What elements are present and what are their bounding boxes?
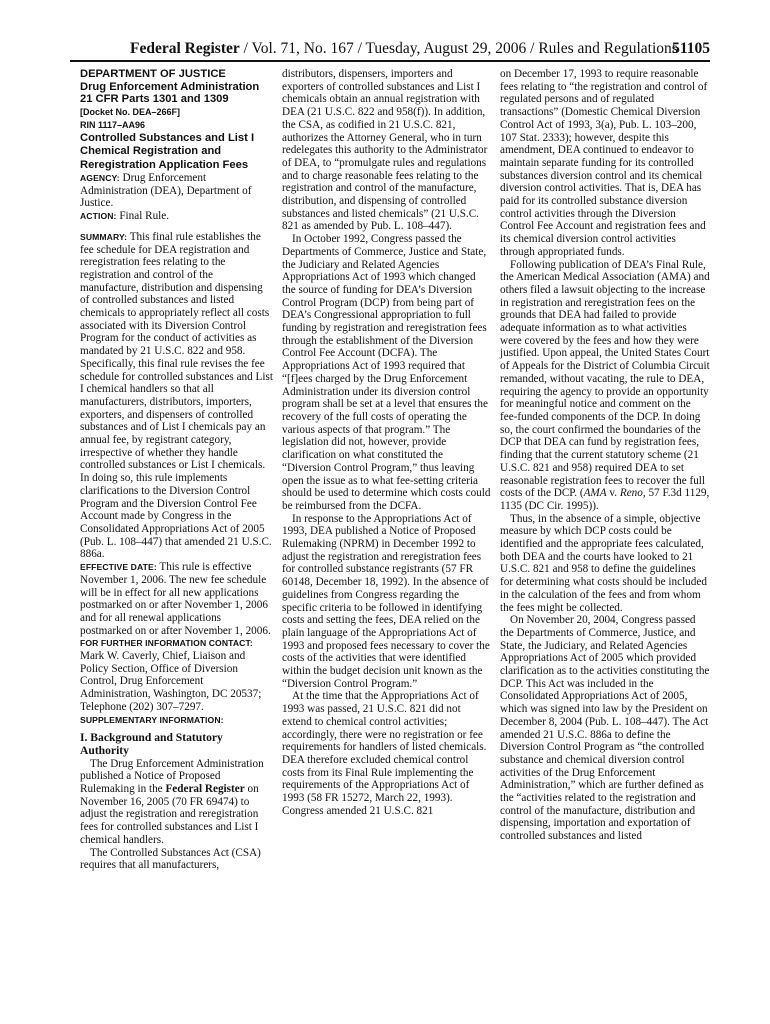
agency-label: AGENCY: [80, 173, 120, 184]
paragraph-text: 57 F.3d 1129, 1135 (DC Cir. 1995)). [500, 487, 710, 512]
effective-date-label: EFFECTIVE DATE: [80, 562, 157, 573]
action-label: ACTION: [80, 211, 117, 222]
paragraph: Thus, in the absence of a simple, objective measure by which DCP costs could be identified and the appropriate fees calculated, both DEA and the courts have looked to 21 U.S.C. 821 and 958 to define the guidelines for determining what costs should be included in the calculation of the fees and from whom the fees might be collected. [500, 512, 707, 614]
docket-number: [Docket No. DEA–266F] [80, 107, 181, 118]
cfr-parts: 21 CFR Parts 1301 and 1309 [80, 93, 229, 106]
running-header [70, 38, 710, 60]
summary-block [80, 231, 274, 561]
summary-label: SUMMARY: [80, 231, 128, 242]
issue-info: / Vol. 71, No. 167 / Tuesday, August 29, 2006 / Rules and Regulations [239, 40, 678, 57]
header-citation [130, 40, 678, 58]
rule-title: Controlled Substances and List I Chemical Registration and Reregistration Application Fees [80, 131, 255, 171]
paragraph: In response to the Appropriations Act of 1993, DEA published a Notice of Proposed Rulemaking (NPRM) in December 1992 to adjust the registration and reregistration fees for controlled substance registrants (57 FR 60148, December 18, 1992). In the absence of guidelines from Congress regarding the specific criteria to be followed in identifying costs and setting the fees, DEA relied on the plain language of the Appropriations Act of 1993 and proposed fees necessary to cover the costs of the activities that were identified within the budget decision unit known as the “Diversion Control Program.” [282, 512, 490, 690]
paragraph: The Controlled Substances Act (CSA) requires that all manufacturers, [80, 846, 261, 872]
column-2 [282, 68, 491, 817]
case-name: Reno, [619, 487, 646, 500]
action-text: Final Rule. [116, 210, 170, 223]
effective-date-block [80, 561, 274, 637]
summary-text: This final rule establishes the fee schedule for DEA registration and reregistration fees relating to the registration and control of the manufacture, distribution and dispensing of controlled substances and listed chemicals to appropriately reflect all costs associated with its Diversion Control Program for the conduct of activities as mandated by 21 U.S.C. 822 and 958. Specifically, this final rule revises the fee schedule for controlled substances and List I chemical handlers so that all manufacturers, distributors, importers, exporters, and dispensers of controlled substances and of List I chemicals pay an annual fee, by registrant category, irrespective of whether they handle controlled substances or List I chemicals. In doing so, this rule implements clarifications to the Diversion Control Program and the Diversion Control Fee Account made by Congress in the Consolidated Appropriations Act of 2005 (Pub. L. 108–447) that amended 21 U.S.C. 886a. [80, 230, 273, 561]
department-heading: DEPARTMENT OF JUSTICE [80, 68, 226, 80]
paragraph-text: on November 16, 2005 (70 FR 69474) to adjust the registration and reregistration fees for controlled substances and List I chemical handlers. [80, 783, 259, 846]
agency-block [80, 172, 274, 210]
section-heading: I. Background and Statutory Authority [80, 731, 223, 757]
header-rule [70, 60, 710, 62]
paragraph: In October 1992, Congress passed the Departments of Commerce, Justice and State, the Judiciary and Related Agencies Appropriations Act of 1993 which changed the source of funding for DEA’s Diversion Control Program (DCP) from being part of DEA’s Congressional appropriation to full funding by registration and reregistration fees through the establishment of the Diversion Control Fee Account (DCFA). The Appropriations Act of 1993 required that “[f]ees charged by the Drug Enforcement Administration under its diversion control program shall be set at a level that ensures the recovery of the full costs of operating the various aspects of that program.” The legislation did not, however, provide clarification on what constituted the “Diversion Control Program,” thus leaving open the issue as to what fee-setting criteria should be used to determine which costs could be reimbursed from the DCFA. [282, 233, 491, 512]
paragraph: At the time that the Appropriations Act of 1993 was passed, 21 U.S.C. 821 did not extend to chemical control activities; accordingly, there were no registration or fee requirements for handlers of listed chemicals. DEA therefore excluded chemical control costs from its Final Rule implementing the requirements of the Appropriations Act of 1993 (58 FR 15272, March 22, 1993). Congress amended 21 U.S.C. 821 [282, 690, 487, 817]
paragraph-text: v. [606, 487, 620, 500]
contact-label: FOR FURTHER INFORMATION CONTACT: [80, 638, 253, 649]
column-1 [80, 68, 274, 872]
agency-text: Drug Enforcement Administration (DEA), Department of Justice. [80, 172, 252, 210]
page-number: 51105 [672, 40, 710, 57]
column-3 [500, 68, 710, 843]
federal-register-ref: Federal Register [165, 783, 245, 796]
rin-number: RIN 1117–AA96 [80, 119, 146, 130]
paragraph [500, 259, 710, 513]
paragraph: On November 20, 2004, Congress passed the Departments of Commerce, Justice, and State, the Judiciary, and Related Agencies Appropriations Act of 2005 which provided clarification as to the activities constituting the DCP. This Act was included in the Consolidated Appropriations Act of 2005, which was signed into law by the President on December 8, 2004 (Pub. L. 108–447). The Act amended 21 U.S.C. 886a to define the Diversion Control Program as “the controlled substance and chemical diversion control activities of the Drug Enforcement Administration,” which are further defined as the “activities related to the registration and control of the manufacture, distribution and dispensing, importation and exportation of controlled substances and listed [500, 614, 710, 843]
paragraph: on December 17, 1993 to require reasonable fees relating to “the registration and control of regulated persons and of regulated transactions” (Domestic Chemical Diversion Control Act of 1993, 3(a), Pub. L. 103–200, 107 Stat. 2333); however, despite this amendment, DEA continued to endeavor to maintain separate funding for its controlled substances diversion control and its chemical diversion control activities. That is, DEA has paid for its controlled substance diversion control activities through the Diversion Control Fee Account and registration fees and its chemical diversion control activities through appropriated funds. [500, 68, 708, 258]
supplementary-label: SUPPLEMENTARY INFORMATION: [80, 714, 224, 725]
action-block [80, 210, 274, 223]
paragraph-text: Following publication of DEA’s Final Rule, the American Medical Association (AMA) and others filed a lawsuit objecting to the increase in registration and reregistration fees on the grounds that DEA had failed to provide adequate information as to what activities were covered by the fees and how they were justified. Upon appeal, the United States Court of Appeals for the District of Columbia Circuit remanded, without vacating, the rule to DEA, requiring the agency to provide an opportunity for meaningful notice and comment on the fee-funded components of the DCP. In doing so, the court confirmed the boundaries of the DCP that DEA can fund by registration fees, finding that the current statutory scheme (21 U.S.C. 821 and 958) required DEA to set reasonable registration fees to recover the full costs of the DCP. ( [500, 258, 710, 500]
contact-text: Mark W. Caverly, Chief, Liaison and Policy Section, Office of Diversion Control, Drug Enforcement Administration, Washington, DC 20537; Telephone (202) 307–7297. [80, 650, 262, 713]
effective-date-text: This rule is effective November 1, 2006. The new fee schedule will be in effect for all new applications postmarked on or after November 1, 2006 and for all renewal applications postmarked on or after November 1, 2006. [80, 561, 271, 637]
paragraph: distributors, dispensers, importers and exporters of controlled substances and List I chemicals obtain an annual registration with DEA (21 U.S.C. 822 and 958(f)). In addition, the CSA, as codified in 21 U.S.C. 821, authorizes the Attorney General, who in turn redelegates this authority to the Administrator of DEA, to “promulgate rules and regulations and to charge reasonable fees relating to the registration and control of the manufacture, distribution, and dispensing of controlled substances and listed chemicals” (21 U.S.C. 821 as amended by Pub. L. 108–447). [282, 68, 488, 233]
case-name: AMA [583, 487, 607, 500]
agency-heading: Drug Enforcement Administration [80, 80, 260, 93]
paragraph-text: The Drug Enforcement Administration published a Notice of Proposed Rulemaking in the [80, 757, 264, 796]
journal-name: Federal Register [130, 40, 240, 57]
paragraph [80, 758, 274, 847]
